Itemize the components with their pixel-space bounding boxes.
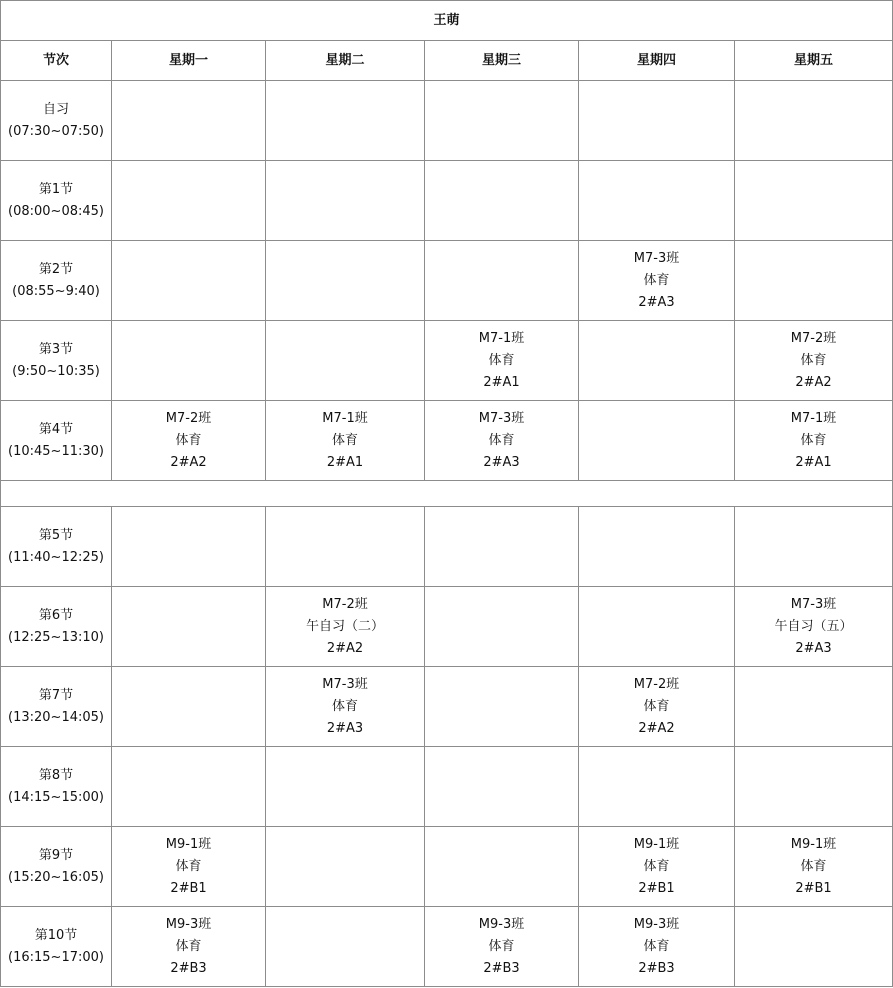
day-header-monday: 星期一: [112, 41, 266, 81]
subject: 体育: [331, 698, 358, 714]
period-row: [1, 161, 893, 241]
room: 2#A2: [326, 640, 364, 656]
period-name: 第6节: [38, 607, 74, 623]
class-name: M7-2班: [790, 330, 837, 346]
period-time: (12:25~13:10): [8, 629, 104, 645]
period-label-cell: [1, 507, 112, 587]
class-cell-friday: [735, 667, 893, 747]
room: 2#B1: [795, 880, 832, 896]
subject: 体育: [643, 938, 670, 954]
room: 2#A3: [326, 720, 364, 736]
class-cell-tuesday: [266, 667, 425, 747]
subject: 体育: [643, 272, 670, 288]
class-cell-wednesday: [425, 241, 579, 321]
class-cell-wednesday: [425, 667, 579, 747]
period-name: 第9节: [38, 847, 74, 863]
period-row: [1, 587, 893, 667]
class-cell-thursday: [579, 907, 735, 987]
class-cell-wednesday: [425, 587, 579, 667]
period-row: [1, 401, 893, 481]
room: 2#B1: [170, 880, 207, 896]
schedule-title: 王萌: [1, 1, 893, 41]
period-time: (15:20~16:05): [8, 869, 104, 885]
class-cell-friday: [735, 507, 893, 587]
class-cell-monday: [112, 161, 266, 241]
period-column-header: 节次: [1, 41, 112, 81]
class-cell-monday: [112, 241, 266, 321]
day-header-friday: 星期五: [735, 41, 893, 81]
subject: 体育: [175, 938, 202, 954]
period-time: (08:00~08:45): [8, 203, 104, 219]
class-cell-tuesday: [266, 747, 425, 827]
room: 2#A1: [795, 454, 832, 470]
class-cell-wednesday: [425, 161, 579, 241]
period-row: [1, 747, 893, 827]
subject: 体育: [331, 432, 358, 448]
period-name: 第8节: [38, 767, 74, 783]
period-row: [1, 667, 893, 747]
class-cell-friday: [735, 907, 893, 987]
class-cell-friday: [735, 827, 893, 907]
class-name: M7-1班: [322, 410, 368, 426]
class-cell-thursday: [579, 667, 735, 747]
room: 2#A2: [795, 374, 832, 390]
class-name: M9-1班: [633, 836, 680, 852]
subject: 午自习（二）: [305, 618, 384, 634]
period-label-cell: [1, 587, 112, 667]
class-cell-thursday: [579, 161, 735, 241]
class-name: M7-1班: [790, 410, 837, 426]
class-cell-monday: [112, 507, 266, 587]
class-cell-thursday: [579, 401, 735, 481]
class-cell-tuesday: [266, 241, 425, 321]
period-name: 第4节: [38, 421, 74, 437]
class-cell-friday: [735, 401, 893, 481]
period-name: 第1节: [38, 181, 74, 197]
title-row: [1, 1, 893, 41]
class-cell-tuesday: [266, 321, 425, 401]
class-name: M7-3班: [478, 410, 525, 426]
period-name: 第7节: [38, 687, 74, 703]
period-time: (07:30~07:50): [8, 123, 104, 139]
period-time: (10:45~11:30): [8, 443, 104, 459]
room: 2#A3: [795, 640, 832, 656]
subject: 体育: [800, 432, 827, 448]
period-label-cell: [1, 827, 112, 907]
room: 2#A2: [638, 720, 675, 736]
class-cell-tuesday: [266, 81, 425, 161]
period-label-cell: [1, 241, 112, 321]
subject: 午自习（五）: [774, 618, 853, 634]
class-name: M7-3班: [790, 596, 837, 612]
class-cell-monday: [112, 827, 266, 907]
class-cell-thursday: [579, 747, 735, 827]
class-cell-monday: [112, 401, 266, 481]
period-time: (08:55~9:40): [12, 283, 100, 299]
day-header-wednesday: 星期三: [425, 41, 579, 81]
class-cell-monday: [112, 667, 266, 747]
period-name: 第3节: [38, 341, 74, 357]
lunch-break-row: [1, 481, 893, 507]
period-time: (16:15~17:00): [8, 949, 104, 965]
class-cell-thursday: [579, 827, 735, 907]
class-cell-thursday: [579, 587, 735, 667]
class-cell-tuesday: [266, 587, 425, 667]
class-name: M7-2班: [322, 596, 368, 612]
class-name: M7-3班: [322, 676, 368, 692]
subject: 体育: [800, 352, 827, 368]
subject: 体育: [488, 938, 515, 954]
period-row: [1, 827, 893, 907]
class-cell-monday: [112, 81, 266, 161]
day-header-thursday: 星期四: [579, 41, 735, 81]
class-cell-monday: [112, 747, 266, 827]
period-row: [1, 907, 893, 987]
period-time: (14:15~15:00): [8, 789, 104, 805]
class-cell-wednesday: [425, 321, 579, 401]
class-name: M7-2班: [165, 410, 212, 426]
room: 2#A2: [170, 454, 207, 470]
class-name: M7-3班: [633, 250, 680, 266]
period-label-cell: [1, 321, 112, 401]
class-name: M7-1班: [478, 330, 525, 346]
class-cell-tuesday: [266, 827, 425, 907]
subject: 体育: [488, 432, 515, 448]
class-name: M9-1班: [165, 836, 212, 852]
period-time: (11:40~12:25): [8, 549, 104, 565]
class-cell-wednesday: [425, 747, 579, 827]
period-name: 自习: [42, 101, 69, 117]
period-label-cell: [1, 81, 112, 161]
header-row: [1, 41, 893, 81]
period-label-cell: [1, 747, 112, 827]
subject: 体育: [643, 698, 670, 714]
subject: 体育: [175, 432, 202, 448]
class-cell-friday: [735, 587, 893, 667]
class-name: M9-3班: [165, 916, 212, 932]
class-name: M7-2班: [633, 676, 680, 692]
period-label-cell: [1, 401, 112, 481]
class-cell-wednesday: [425, 81, 579, 161]
class-cell-thursday: [579, 507, 735, 587]
lunch-break-cell: [1, 481, 893, 507]
class-cell-friday: [735, 747, 893, 827]
class-cell-monday: [112, 587, 266, 667]
class-cell-tuesday: [266, 907, 425, 987]
class-cell-wednesday: [425, 507, 579, 587]
period-label-cell: [1, 907, 112, 987]
class-cell-tuesday: [266, 401, 425, 481]
period-label-cell: [1, 667, 112, 747]
class-cell-tuesday: [266, 507, 425, 587]
class-cell-wednesday: [425, 401, 579, 481]
subject: 体育: [800, 858, 827, 874]
room: 2#B3: [170, 960, 207, 976]
class-name: M9-3班: [478, 916, 525, 932]
period-label-cell: [1, 161, 112, 241]
period-row: [1, 241, 893, 321]
period-time: (9:50~10:35): [12, 363, 100, 379]
class-cell-monday: [112, 907, 266, 987]
day-header-tuesday: 星期二: [266, 41, 425, 81]
period-name: 第5节: [38, 527, 74, 543]
class-cell-friday: [735, 321, 893, 401]
class-cell-friday: [735, 81, 893, 161]
class-cell-thursday: [579, 241, 735, 321]
period-name: 第10节: [34, 927, 78, 943]
period-row: [1, 81, 893, 161]
class-cell-tuesday: [266, 161, 425, 241]
class-cell-thursday: [579, 81, 735, 161]
class-cell-monday: [112, 321, 266, 401]
subject: 体育: [488, 352, 515, 368]
period-row: [1, 507, 893, 587]
period-name: 第2节: [38, 261, 74, 277]
class-cell-wednesday: [425, 827, 579, 907]
room: 2#A1: [483, 374, 520, 390]
room: 2#B3: [483, 960, 520, 976]
period-row: [1, 321, 893, 401]
subject: 体育: [175, 858, 202, 874]
subject: 体育: [643, 858, 670, 874]
class-name: M9-1班: [790, 836, 837, 852]
room: 2#B3: [638, 960, 675, 976]
class-cell-wednesday: [425, 907, 579, 987]
class-cell-thursday: [579, 321, 735, 401]
room: 2#A3: [483, 454, 520, 470]
room: 2#A1: [326, 454, 364, 470]
room: 2#A3: [638, 294, 675, 310]
class-cell-friday: [735, 161, 893, 241]
period-time: (13:20~14:05): [8, 709, 104, 725]
room: 2#B1: [638, 880, 675, 896]
class-cell-friday: [735, 241, 893, 321]
class-name: M9-3班: [633, 916, 680, 932]
